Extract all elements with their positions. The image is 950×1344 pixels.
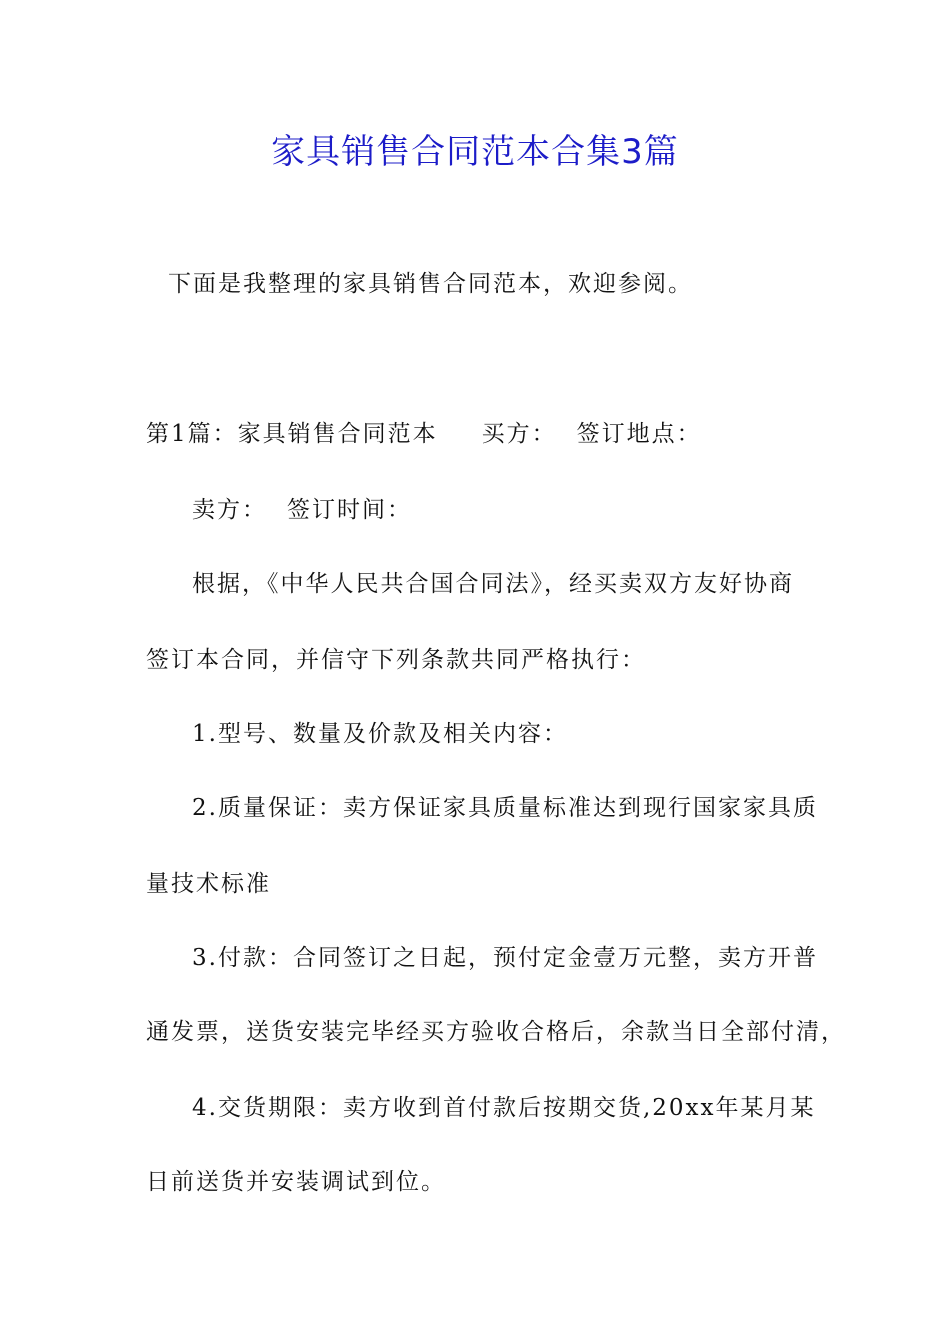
buyer-label: 买方： bbox=[481, 421, 557, 447]
document-title: 家具销售合同范本合集3篇 bbox=[271, 132, 679, 172]
sign-time-label: 签订时间： bbox=[287, 497, 412, 523]
seller-label: 卖方： bbox=[192, 497, 267, 523]
section1-header-line bbox=[146, 418, 702, 450]
clause-4-line-1: 4.交货期限：卖方收到首付款后按期交货,20xx年某月某 bbox=[192, 1095, 816, 1121]
clause-1: 1.型号、数量及价款及相关内容： bbox=[192, 721, 568, 747]
seller-line bbox=[192, 494, 412, 526]
preamble-line-2: 签订本合同，并信守下列条款共同严格执行： bbox=[146, 647, 646, 673]
sign-place-label: 签订地点： bbox=[576, 421, 702, 447]
intro-paragraph: 下面是我整理的家具销售合同范本，欢迎参阅。 bbox=[168, 271, 693, 297]
clause-3-line-1: 3.付款：合同签订之日起，预付定金壹万元整，卖方开普 bbox=[192, 945, 818, 971]
clause-3-line-2: 通发票，送货安装完毕经买方验收合格后，余款当日全部付清， bbox=[146, 1019, 846, 1045]
preamble-line-1: 根据，《中华人民共合国合同法》，经买卖双方友好协商 bbox=[192, 571, 794, 597]
clause-2-line-1: 2.质量保证：卖方保证家具质量标准达到现行国家家具质 bbox=[192, 795, 818, 821]
clause-2-line-2: 量技术标准 bbox=[146, 871, 271, 897]
section1-heading: 第1篇：家具销售合同范本 bbox=[146, 421, 438, 447]
clause-4-line-2: 日前送货并安装调试到位。 bbox=[146, 1169, 446, 1195]
